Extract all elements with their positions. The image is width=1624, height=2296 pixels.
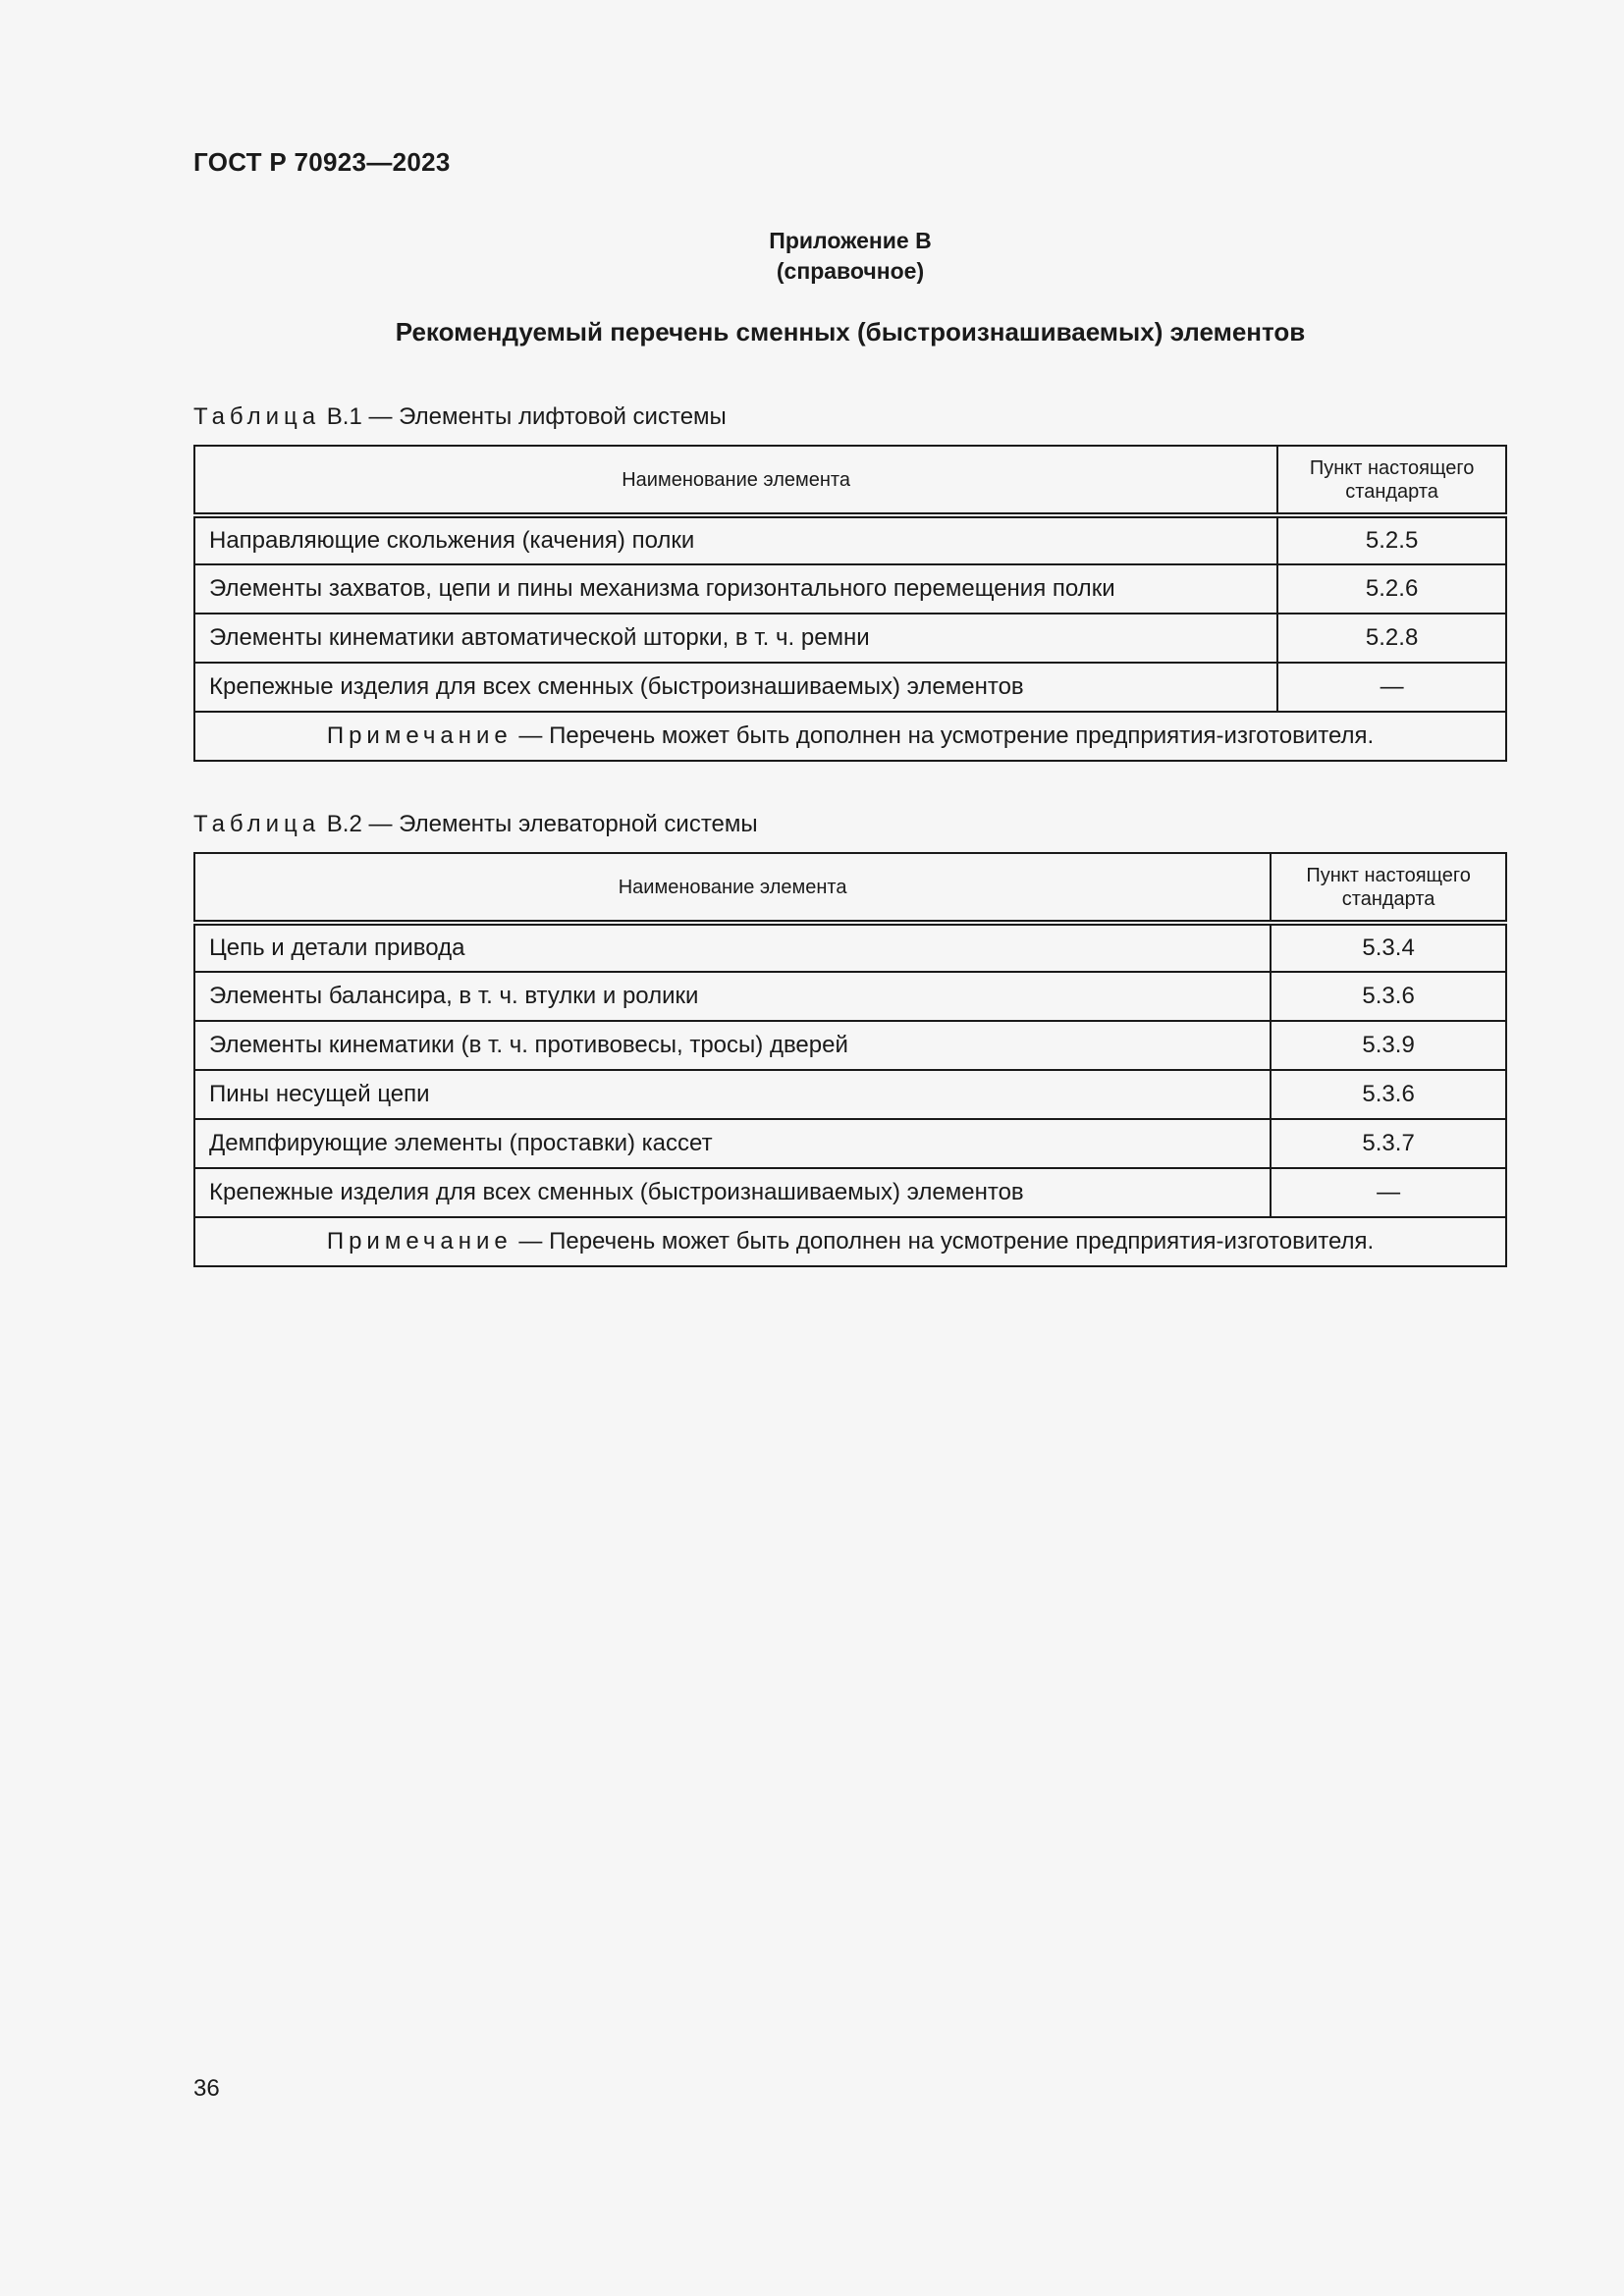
- appendix-heading: [193, 226, 1507, 287]
- table1-caption-word: Таблица: [193, 403, 321, 430]
- table-cell-clause: 5.3.6: [1271, 1070, 1506, 1119]
- appendix-kind: (справочное): [776, 258, 925, 284]
- table1-note-word: Примечание: [326, 722, 513, 749]
- table1-note-row: [194, 712, 1506, 761]
- table1-caption-text: В.1 — Элементы лифтовой системы: [326, 403, 727, 430]
- table2-header-row: [194, 853, 1506, 923]
- table2-caption: [193, 811, 758, 838]
- table-cell-name: Элементы балансира, в т. ч. втулки и ролики: [194, 972, 1271, 1021]
- appendix-title: Приложение В: [769, 228, 932, 253]
- table-cell-name: Крепежные изделия для всех сменных (быстроизнашиваемых) элементов: [194, 1168, 1271, 1217]
- table-cell-name: Крепежные изделия для всех сменных (быстроизнашиваемых) элементов: [194, 663, 1277, 712]
- table-cell-name: Пины несущей цепи: [194, 1070, 1271, 1119]
- table-cell-clause: 5.3.9: [1271, 1021, 1506, 1070]
- table1-caption: [193, 403, 727, 431]
- table-cell-name: Демпфирующие элементы (проставки) кассет: [194, 1119, 1271, 1168]
- table1-col-name: Наименование элемента: [194, 446, 1277, 515]
- table2-col-clause: Пункт настоящего стандарта: [1271, 853, 1506, 923]
- table-cell-clause: 5.2.6: [1277, 564, 1506, 614]
- table-row: [194, 614, 1506, 663]
- table1-note: [194, 712, 1506, 761]
- table-row: [194, 1070, 1506, 1119]
- table2-note: [194, 1217, 1506, 1266]
- table-cell-name: Элементы кинематики (в т. ч. противовесы, тросы) дверей: [194, 1021, 1271, 1070]
- table-cell-clause: —: [1271, 1168, 1506, 1217]
- table-cell-clause: 5.2.8: [1277, 614, 1506, 663]
- table-cell-clause: 5.3.6: [1271, 972, 1506, 1021]
- table-cell-name: Элементы кинематики автоматической шторки, в т. ч. ремни: [194, 614, 1277, 663]
- table-row: [194, 1168, 1506, 1217]
- table-row: [194, 515, 1506, 564]
- table-row: [194, 972, 1506, 1021]
- table-cell-clause: —: [1277, 663, 1506, 712]
- document-code: ГОСТ Р 70923—2023: [193, 147, 451, 177]
- table2-note-word: Примечание: [326, 1228, 513, 1255]
- table-cell-name: Элементы захватов, цепи и пины механизма горизонтального перемещения полки: [194, 564, 1277, 614]
- table-cell-name: Направляющие скольжения (качения) полки: [194, 515, 1277, 564]
- table2-note-text: — Перечень может быть дополнен на усмотрение предприятия-изготовителя.: [518, 1228, 1375, 1255]
- table-row: [194, 564, 1506, 614]
- table-cell-clause: 5.2.5: [1277, 515, 1506, 564]
- table-cell-name: Цепь и детали привода: [194, 923, 1271, 972]
- table1-col-clause: Пункт настоящего стандарта: [1277, 446, 1506, 515]
- table-row: [194, 923, 1506, 972]
- table2-col-name: Наименование элемента: [194, 853, 1271, 923]
- main-title: Рекомендуемый перечень сменных (быстроизнашиваемых) элементов: [395, 317, 1306, 347]
- page-number: 36: [193, 2075, 220, 2102]
- table-row: [194, 663, 1506, 712]
- table1-note-text: — Перечень может быть дополнен на усмотрение предприятия-изготовителя.: [518, 722, 1375, 749]
- table2: [193, 852, 1507, 1267]
- table1: [193, 445, 1507, 762]
- table2-caption-text: В.2 — Элементы элеваторной системы: [326, 811, 758, 837]
- table2-caption-word: Таблица: [193, 811, 321, 837]
- table2-note-row: [194, 1217, 1506, 1266]
- table-cell-clause: 5.3.4: [1271, 923, 1506, 972]
- table-row: [194, 1119, 1506, 1168]
- table-cell-clause: 5.3.7: [1271, 1119, 1506, 1168]
- table1-header-row: [194, 446, 1506, 515]
- table-row: [194, 1021, 1506, 1070]
